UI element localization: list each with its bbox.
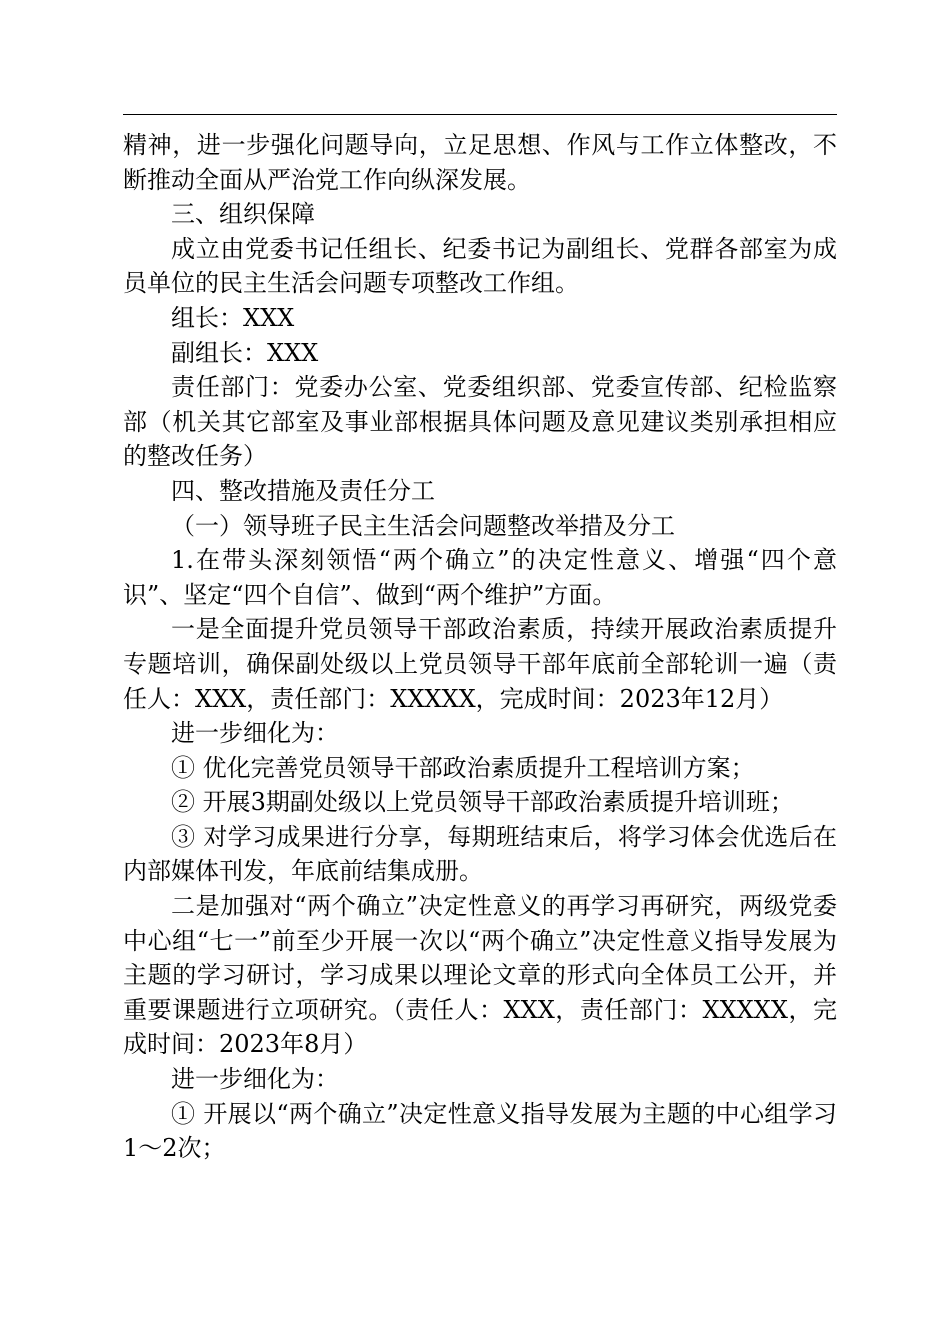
section-heading-organization: 三、组织保障 [171, 200, 315, 229]
document-body [123, 128, 837, 1166]
header-rule [123, 114, 837, 115]
section-heading-measures: 四、整改措施及责任分工 [171, 476, 435, 505]
paragraph: 成立由党委书记任组长、纪委书记为副组长、党群各部室为成员单位的民主生活会问题专项整改工作组。 [123, 234, 837, 298]
subsection-heading: （一）领导班子民主生活会问题整改举措及分工 [171, 511, 675, 540]
paragraph-continuation: 精神，进一步强化问题导向，立足思想、作风与工作立体整改，不断推动全面从严治党工作向纵深发展。 [123, 131, 837, 194]
paragraph: 1.在带头深刻领悟“两个确立”的决定性意义、增强“四个意识”、坚定“四个自信”、做到“两个维护”方面。 [123, 546, 837, 609]
paragraph: 进一步细化为： [171, 719, 339, 748]
list-item: ① 优化完善党员领导干部政治素质提升工程培训方案； [171, 753, 755, 782]
paragraph: 二是加强对“两个确立”决定性意义的再学习再研究，两级党委中心组“七一”前至少开展一次以“两个确立”决定性意义指导发展为主题的学习研讨，学习成果以理论文章的形式向全体员工公开，并重要课题进行立项研究。（责任人：XXX，责任部门：XXXXX，完成时间：2023年8月） [123, 892, 837, 1059]
paragraph-deputy-leader: 副组长：XXX [171, 338, 319, 367]
list-item: ③ 对学习成果进行分享，每期班结束后，将学习体会优选后在内部媒体刊发，年底前结集成册。 [123, 822, 837, 886]
paragraph-leader: 组长：XXX [171, 303, 295, 332]
list-item: ① 开展以“两个确立”决定性意义指导发展为主题的中心组学习1～2次； [123, 1099, 837, 1163]
list-item: ② 开展3期副处级以上党员领导干部政治素质提升培训班； [171, 788, 794, 817]
paragraph: 进一步细化为： [171, 1065, 339, 1094]
paragraph: 一是全面提升党员领导干部政治素质，持续开展政治素质提升专题培训，确保副处级以上党员领导干部年底前全部轮训一遍（责任人：XXX，责任部门：XXXXX，完成时间：2023年12月） [123, 615, 837, 713]
paragraph-departments: 责任部门：党委办公室、党委组织部、党委宣传部、纪检监察部（机关其它部室及事业部根据具体问题及意见建议类别承担相应的整改任务） [123, 373, 837, 471]
